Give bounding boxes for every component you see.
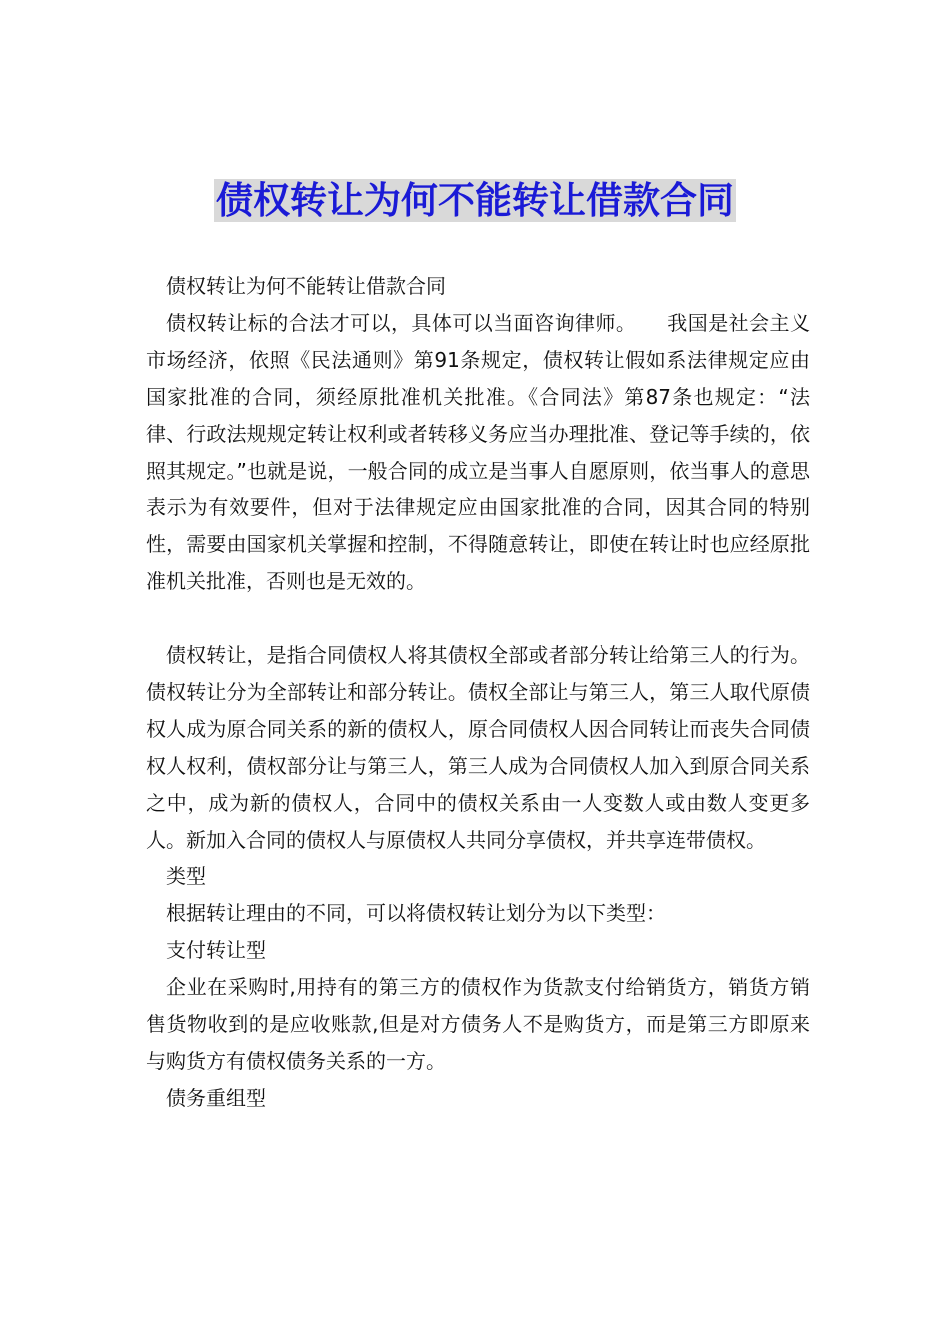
heading-debt-restructuring: 债务重组型 — [166, 1085, 266, 1110]
paragraph-types-intro: 根据转让理由的不同，可以将债权转让划分为以下类型： — [166, 901, 666, 926]
paragraph-definition: 债权转让，是指合同债权人将其债权全部或者部分转让给第三人的行为。债权转让分为全部转让和部分转让。债权全部让与第三人，第三人取代原债权人成为原合同关系的新的债权人，原合同债权人因合同转让而丧失合同债权人权利，债权部分让与第三人，第三人成为合同债权人加入到原合同关系之中，成为新的债权人，合同中的债权关系由一人变数人或由数人变更多人。新加入合同的债权人与原债权人共同分享债权，并共享连带债权。 — [146, 643, 810, 852]
paragraph-payment-transfer: 企业在采购时,用持有的第三方的债权作为货款支付给销货方，销货方销售货物收到的是应收账款,但是对方债务人不是购货方，而是第三方即原来与购货方有债权债务关系的一方。 — [146, 975, 810, 1074]
paragraph-gap — [146, 600, 810, 637]
document-title: 债权转让为何不能转让借款合同 — [216, 179, 734, 222]
heading-types: 类型 — [166, 864, 206, 889]
heading-payment-transfer: 支付转让型 — [166, 938, 266, 963]
paragraph-subtitle: 债权转让为何不能转让借款合同 — [166, 274, 446, 298]
document-body — [146, 268, 810, 1117]
paragraph-legal-basis: 债权转让标的合法才可以，具体可以当面咨询律师。 我国是社会主义市场经济，依照《民法通则》第91条规定，债权转让假如系法律规定应由国家批准的合同，须经原批准机关批准。《合同法》第87条也规定：“法律、行政法规规定转让权利或者转移义务应当办理批准、登记等手续的，依照其规定。”也就是说，一般合同的成立是当事人自愿原则，依当事人的意思表示为有效要件，但对于法律规定应由国家批准的合同，因其合同的特别性，需要由国家机关掌握和控制，不得随意转让，即使在转让时也应经原批准机关批准，否则也是无效的。 — [146, 310, 810, 594]
